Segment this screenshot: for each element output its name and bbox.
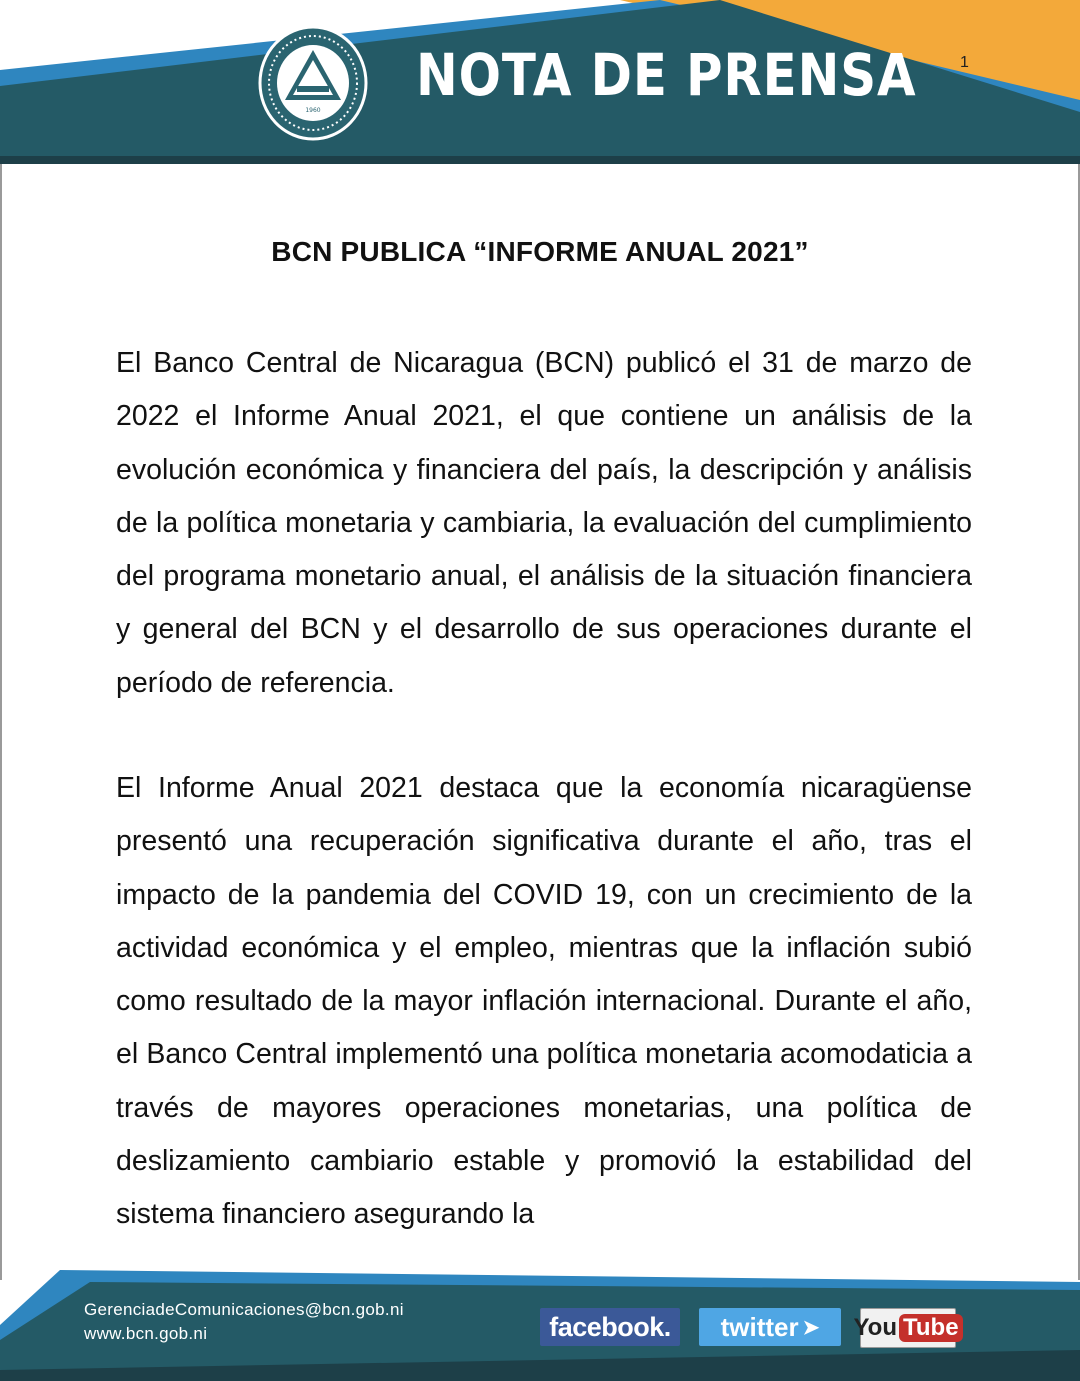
youtube-link[interactable] xyxy=(853,1308,959,1348)
facebook-label: facebook. xyxy=(549,1311,671,1342)
header-title: NOTA DE PRENSA xyxy=(416,41,917,109)
headline: BCN PUBLICA “INFORME ANUAL 2021” xyxy=(271,236,809,267)
page-edge xyxy=(0,160,2,1280)
twitter-label: twitter xyxy=(720,1311,799,1342)
paragraph: El Informe Anual 2021 destaca que la economía nicaragüense presentó una recuperación significativa durante el año, tras el impacto de la pandemia del COVID 19, con un crecimiento de la actividad económica y el empleo, mientras que la inflación subió como resultado de la mayor inflación internacional. Durante el año, el Banco Central implementó una política monetaria acomodaticia a través de mayores operaciones monetarias, una política de deslizamiento cambiario estable y promovió la estabilidad del sistema financiero asegurando la xyxy=(116,772,972,1231)
page-number: 1 xyxy=(960,54,969,71)
facebook-link[interactable] xyxy=(540,1308,680,1346)
institution-seal-icon xyxy=(257,24,369,142)
paragraph: El Banco Central de Nicaragua (BCN) publicó el 31 de marzo de 2022 el Informe Anual 2021, el que contiene un análisis de la evolución económica y financiera del país, la descripción y análisis de la política monetaria y cambiaria, la evaluación del cumplimiento del programa monetario anual, el análisis de la situación financiera y general del BCN y el desarrollo de sus operaciones durante el período de referencia. xyxy=(116,347,972,699)
contact-email[interactable]: GerenciadeComunicaciones@bcn.gob.ni xyxy=(84,1300,404,1319)
svg-text:1960: 1960 xyxy=(305,107,321,114)
website-link[interactable]: www.bcn.gob.ni xyxy=(84,1324,208,1343)
youtube-label-you: You xyxy=(853,1314,897,1341)
youtube-label-tube: Tube xyxy=(899,1314,963,1342)
twitter-bird-icon: ➤ xyxy=(802,1316,820,1339)
press-header xyxy=(0,0,1080,168)
press-footer xyxy=(0,1270,1080,1381)
twitter-link[interactable] xyxy=(699,1308,841,1346)
